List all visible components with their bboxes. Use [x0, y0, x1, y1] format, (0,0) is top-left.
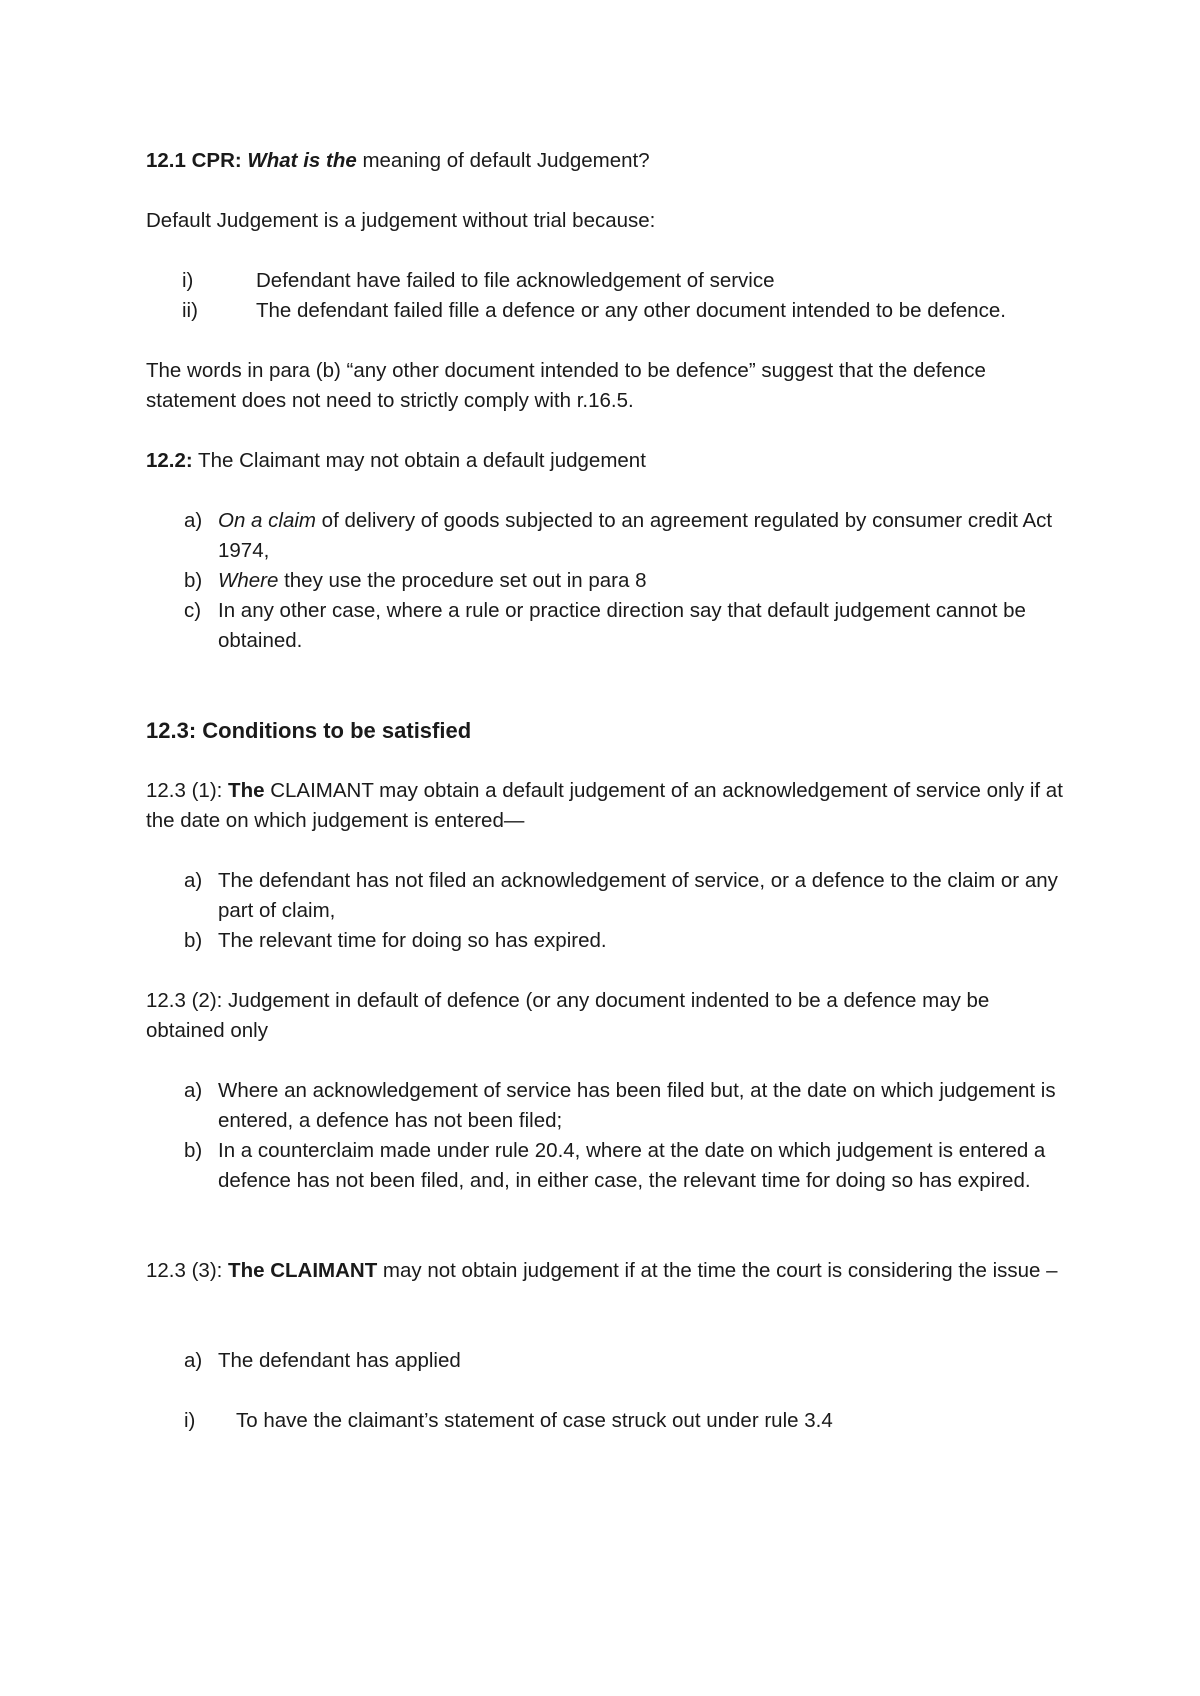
paragraph-rest: CLAIMANT may obtain a default judgement of an acknowledgement of service only if at the date on which judgement is entered—: [146, 779, 1063, 832]
list-marker: c): [184, 599, 202, 622]
list-item: [146, 296, 1066, 326]
heading-bold-part: 12.2:: [146, 449, 193, 472]
list-marker: i): [184, 1409, 196, 1432]
heading-bold-part: 12.1 CPR:: [146, 149, 248, 172]
bold-phrase: The CLAIMANT: [228, 1259, 378, 1282]
italic-lead: On a claim: [218, 509, 316, 532]
item-rest: of delivery of goods subjected to an agreement regulated by consumer credit Act 1974,: [218, 509, 1053, 562]
section-12-1-heading: [146, 146, 1066, 176]
paragraph-label: 12.3 (1):: [146, 779, 229, 802]
list-marker: a): [184, 869, 203, 892]
section-12-1-note: The words in para (b) “any other document intended to be defence” suggest that the defence statement does not need to strictly comply with r.16.5.: [146, 359, 986, 412]
list-item: [146, 1076, 1066, 1136]
list-item-text: In any other case, where a rule or practice direction say that default judgement cannot be obtained.: [218, 599, 1026, 652]
section-12-3-1-list: [146, 866, 1066, 956]
list-marker: a): [184, 509, 203, 532]
list-item-text: Where an acknowledgement of service has been filed but, at the date on which judgement is entered, a defence has not been filed;: [218, 1079, 1056, 1132]
list-marker: a): [184, 1349, 203, 1372]
list-item-text: In a counterclaim made under rule 20.4, where at the date on which judgement is entered a defence has not been filed, and, in either case, the relevant time for doing so has expired.: [218, 1139, 1046, 1192]
heading-rest: meaning of default Judgement?: [356, 149, 650, 172]
list-item-text: To have the claimant’s statement of case struck out under rule 3.4: [236, 1409, 833, 1432]
section-12-3-heading: 12.3: Conditions to be satisfied: [146, 718, 472, 743]
list-item-text: The defendant failed fille a defence or any other document intended to be defence.: [256, 299, 1006, 322]
list-marker: b): [184, 929, 203, 952]
spacer: [146, 1316, 1066, 1346]
section-12-3-3-paragraph: [146, 1256, 1066, 1286]
list-item: [146, 1136, 1066, 1196]
list-marker: i): [182, 269, 194, 292]
list-item-text: The defendant has not filed an acknowledgement of service, or a defence to the claim or any part of claim,: [218, 869, 1058, 922]
spacer: [146, 1226, 1066, 1256]
paragraph-rest: may not obtain judgement if at the time the court is considering the issue –: [377, 1259, 1058, 1282]
section-12-2-list: [146, 506, 1066, 656]
document-page: [146, 146, 1066, 1466]
section-12-1-intro: Default Judgement is a judgement without trial because:: [146, 209, 656, 232]
section-12-3-3-list-i: [146, 1406, 1066, 1436]
list-item: [146, 506, 1066, 566]
heading-bold-italic-part: What is the: [247, 149, 357, 172]
list-item: [146, 1406, 1066, 1436]
paragraph-label: 12.3 (3):: [146, 1259, 229, 1282]
list-marker: ii): [182, 299, 198, 322]
list-marker: a): [184, 1079, 203, 1102]
section-12-3-3-list-a: [146, 1346, 1066, 1376]
section-12-3-1-paragraph: [146, 776, 1066, 836]
section-12-1-list: [146, 266, 1066, 326]
list-item-text: [218, 506, 1066, 566]
list-item-text: The defendant has applied: [218, 1349, 461, 1372]
list-item-text: The relevant time for doing so has expired.: [218, 929, 607, 952]
item-rest: they use the procedure set out in para 8: [278, 569, 647, 592]
heading-rest: The Claimant may not obtain a default judgement: [192, 449, 646, 472]
spacer: [146, 686, 1066, 716]
list-item: [146, 926, 1066, 956]
list-item-text: Defendant have failed to file acknowledgement of service: [256, 269, 775, 292]
section-12-3-2-list: [146, 1076, 1066, 1196]
list-item: [146, 596, 1066, 656]
list-item: [146, 1346, 1066, 1376]
list-marker: b): [184, 569, 203, 592]
list-item: [146, 866, 1066, 926]
italic-lead: Where: [218, 569, 279, 592]
section-12-2-heading: [146, 446, 1066, 476]
section-12-3-2-paragraph: 12.3 (2): Judgement in default of defence (or any document indented to be a defence may be obtained only: [146, 989, 990, 1042]
list-item: [146, 566, 1066, 596]
list-marker: b): [184, 1139, 203, 1162]
list-item: [146, 266, 1066, 296]
bold-word: The: [228, 779, 265, 802]
list-item-text: [218, 566, 1066, 596]
